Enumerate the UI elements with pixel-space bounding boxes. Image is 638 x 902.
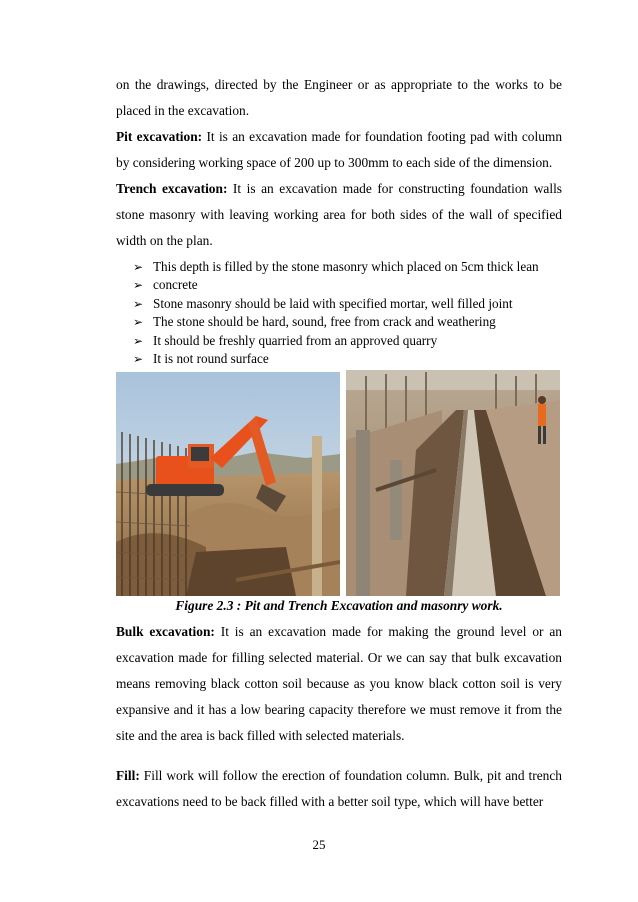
pit-excavation-text: It is an excavation made for foundation footing pad with column by considering working space of 200 up to 300mm to each side of the dimension. (116, 129, 563, 170)
excavator-pit-photo (116, 372, 340, 596)
page-number: 25 (312, 837, 326, 852)
arrow-bullet-icon: ➢ (133, 352, 144, 367)
list-item: ➢ This depth is filled by the stone masonry which placed on 5cm thick lean (133, 258, 553, 276)
list-item: ➢ It should be freshly quarried from an approved quarry (133, 332, 553, 350)
intro-paragraph: on the drawings, directed by the Engineer or as appropriate to the works to be placed in the excavation. (116, 77, 562, 118)
arrow-bullet-icon: ➢ (133, 260, 144, 274)
bullet-list (133, 258, 553, 368)
fill-text: Fill work will follow the erection of foundation column. Bulk, pit and trench excavations need to be back filled with a better soil type, which will have better (116, 768, 562, 809)
arrow-bullet-icon: ➢ (133, 315, 144, 330)
trench-excavation-term: Trench excavation: (116, 181, 228, 196)
arrow-bullet-icon: ➢ (133, 333, 144, 348)
fill-term: Fill: (116, 768, 140, 783)
pit-excavation-term: Pit excavation: (116, 129, 203, 144)
figure-caption: Figure 2.3 : Pit and Trench Excavation and masonry work. (175, 598, 503, 613)
arrow-bullet-icon: ➢ (133, 278, 144, 293)
bulk-excavation-term: Bulk excavation: (116, 624, 215, 639)
trench-masonry-photo (346, 370, 560, 596)
list-item: ➢ The stone should be hard, sound, free from crack and weathering (133, 313, 553, 331)
bulk-excavation-text: It is an excavation made for making the ground level or an excavation made for filling selected material. Or we can say that bulk excavation means removing black cotton soil because as you know black cotton soil is very expansive and it has a low bearing capacity therefore we must remove it from the site and the area is back filled with selected materials. (116, 624, 562, 743)
list-item: ➢ It is not round surface (133, 350, 553, 368)
trench-excavation-paragraph (116, 176, 562, 254)
list-item: ➢ concrete (133, 276, 553, 294)
fill-paragraph (116, 763, 562, 815)
trench-excavation-text: It is an excavation made for constructing foundation walls stone masonry with leaving working area for both sides of the wall of specified width on the plan. (116, 181, 562, 248)
bulk-excavation-paragraph (116, 619, 562, 749)
list-item: ➢ Stone masonry should be laid with specified mortar, well filled joint (133, 295, 553, 313)
pit-excavation-paragraph (116, 124, 562, 176)
arrow-bullet-icon: ➢ (133, 296, 144, 311)
